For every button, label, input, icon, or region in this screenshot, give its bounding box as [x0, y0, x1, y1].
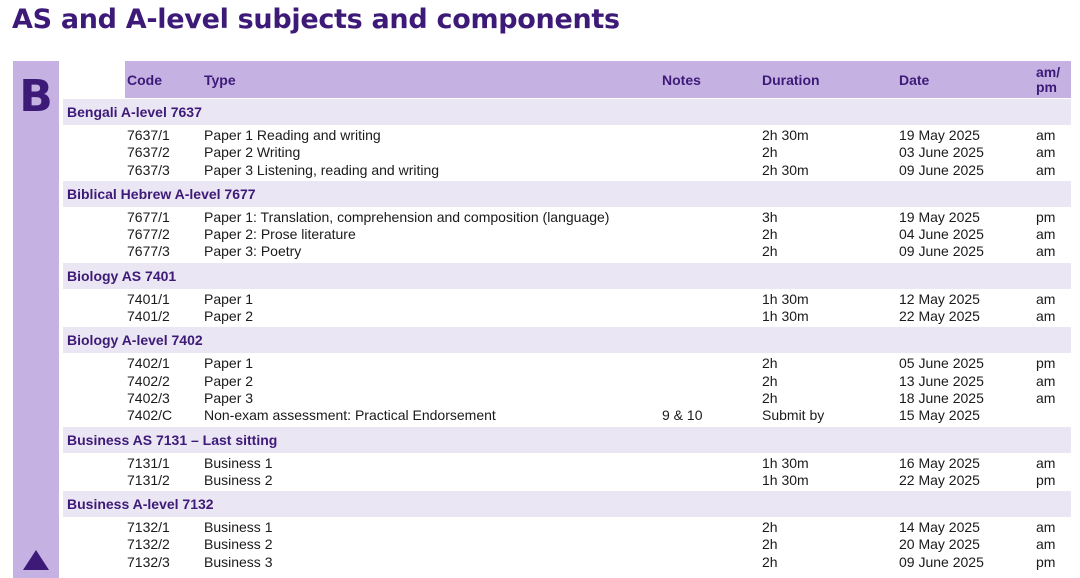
component-type: Paper 3 [204, 389, 254, 406]
component-code: 7677/1 [127, 208, 170, 225]
component-duration: 1h 30m [762, 290, 809, 307]
table-row [63, 226, 1071, 243]
subject-heading: Biblical Hebrew A-level 7677 [63, 181, 1071, 207]
component-code: 7637/2 [127, 144, 170, 161]
section-letter: B [19, 71, 53, 122]
component-type: Business 3 [204, 553, 273, 570]
component-type: Paper 1: Translation, comprehension and composition (language) [204, 208, 610, 225]
table-row [63, 127, 1071, 144]
column-header-date: Date [899, 71, 930, 88]
subject-heading: Bengali A-level 7637 [63, 99, 1071, 125]
component-type: Paper 2 [204, 372, 254, 389]
subject-heading: Biology AS 7401 [63, 263, 1071, 289]
component-date: 05 June 2025 [899, 355, 984, 372]
subject-block [63, 327, 1071, 425]
component-session: am [1036, 243, 1056, 260]
component-type: Paper 2 [204, 308, 254, 325]
component-duration: Submit by [762, 407, 825, 424]
component-duration: 2h [762, 553, 778, 570]
component-code: 7132/2 [127, 536, 170, 553]
component-session: pm [1036, 471, 1056, 488]
component-session: am [1036, 144, 1056, 161]
table-row [63, 243, 1071, 260]
component-type: Paper 1 [204, 355, 254, 372]
component-code: 7677/2 [127, 226, 170, 243]
component-type: Paper 2: Prose literature [204, 226, 356, 243]
component-session: am [1036, 536, 1056, 553]
component-session: am [1036, 290, 1056, 307]
component-code: 7402/2 [127, 372, 170, 389]
component-duration: 1h 30m [762, 454, 809, 471]
table-row [63, 519, 1071, 536]
column-header-type: Type [204, 71, 236, 88]
component-date: 09 June 2025 [899, 553, 984, 570]
component-duration: 2h [762, 372, 778, 389]
component-duration: 2h 30m [762, 161, 809, 178]
component-type: Paper 1 [204, 290, 254, 307]
component-code: 7402/1 [127, 355, 170, 372]
component-duration: 2h [762, 226, 778, 243]
component-duration: 2h 30m [762, 127, 809, 143]
subject-block [63, 427, 1071, 491]
component-type: Paper 1 Reading and writing [204, 127, 381, 143]
column-header-ampm: am/ pm [1036, 63, 1061, 95]
component-date: 09 June 2025 [899, 161, 984, 178]
component-code: 7132/1 [127, 519, 170, 536]
component-code: 7401/1 [127, 290, 170, 307]
component-code: 7401/2 [127, 308, 170, 325]
component-type: Business 1 [204, 519, 273, 536]
table-row [63, 472, 1071, 489]
component-notes: 9 & 10 [662, 407, 703, 424]
component-session: pm [1036, 355, 1056, 372]
section-letter-tab [13, 61, 59, 578]
component-date: 16 May 2025 [899, 454, 980, 471]
component-code: 7132/3 [127, 553, 170, 570]
table-row [63, 291, 1071, 308]
component-session: pm [1036, 208, 1056, 225]
table-row [63, 144, 1071, 161]
component-type: Paper 3 Listening, reading and writing [204, 161, 440, 178]
component-duration: 2h [762, 243, 778, 260]
column-header-duration: Duration [762, 71, 820, 88]
component-type: Paper 3: Poetry [204, 243, 302, 260]
component-code: 7677/3 [127, 243, 170, 260]
component-date: 03 June 2025 [899, 144, 984, 161]
exam-table-body [63, 98, 1071, 572]
subject-block [63, 181, 1071, 262]
component-session: am [1036, 372, 1056, 389]
component-date: 18 June 2025 [899, 389, 984, 406]
component-duration: 2h [762, 389, 778, 406]
component-date: 09 June 2025 [899, 243, 984, 260]
component-type: Business 2 [204, 471, 273, 488]
table-row [63, 407, 1071, 424]
component-date: 14 May 2025 [899, 519, 980, 536]
table-row [63, 209, 1071, 226]
component-duration: 3h [762, 208, 778, 225]
component-session: pm [1036, 553, 1056, 570]
component-session: am [1036, 308, 1056, 325]
component-session: am [1036, 161, 1056, 178]
component-type: Paper 2 Writing [204, 144, 301, 161]
component-code: 7131/1 [127, 454, 170, 471]
table-row [63, 536, 1071, 553]
table-row [63, 355, 1071, 372]
component-date: 04 June 2025 [899, 226, 984, 243]
subject-heading: Business AS 7131 – Last sitting [63, 427, 1071, 453]
table-row [63, 390, 1071, 407]
component-duration: 2h [762, 536, 778, 553]
column-header-code: Code [127, 71, 162, 88]
component-code: 7402/3 [127, 389, 170, 406]
column-header-notes: Notes [662, 71, 701, 88]
subject-heading: Biology A-level 7402 [63, 327, 1071, 353]
component-duration: 2h [762, 355, 778, 372]
component-code: 7131/2 [127, 471, 170, 488]
component-date: 19 May 2025 [899, 127, 980, 143]
component-code: 7402/C [127, 407, 173, 424]
table-row [63, 373, 1071, 390]
page-title: AS and A-level subjects and components [12, 4, 620, 35]
component-duration: 2h [762, 144, 778, 161]
component-code: 7637/3 [127, 161, 170, 178]
table-row [63, 308, 1071, 325]
subject-block [63, 491, 1071, 572]
component-session: am [1036, 519, 1056, 536]
component-duration: 2h [762, 519, 778, 536]
component-code: 7637/1 [127, 127, 170, 143]
component-duration: 1h 30m [762, 471, 809, 488]
subject-heading: Business A-level 7132 [63, 491, 1071, 517]
component-date: 22 May 2025 [899, 308, 980, 325]
component-duration: 1h 30m [762, 308, 809, 325]
component-session: am [1036, 226, 1056, 243]
subject-block [63, 263, 1071, 327]
table-row [63, 162, 1071, 179]
component-type: Business 2 [204, 536, 273, 553]
component-date: 20 May 2025 [899, 536, 980, 553]
table-row [63, 554, 1071, 571]
component-date: 12 May 2025 [899, 290, 980, 307]
component-session: am [1036, 127, 1056, 143]
component-session: am [1036, 454, 1056, 471]
component-date: 19 May 2025 [899, 208, 980, 225]
table-header [125, 61, 1071, 98]
component-type: Non-exam assessment: Practical Endorsement [204, 407, 496, 424]
triangle-up-icon[interactable] [23, 550, 49, 570]
component-type: Business 1 [204, 454, 273, 471]
component-date: 15 May 2025 [899, 407, 980, 424]
subject-block [63, 99, 1071, 180]
table-row [63, 455, 1071, 472]
component-session: am [1036, 389, 1056, 406]
component-date: 13 June 2025 [899, 372, 984, 389]
component-date: 22 May 2025 [899, 471, 980, 488]
